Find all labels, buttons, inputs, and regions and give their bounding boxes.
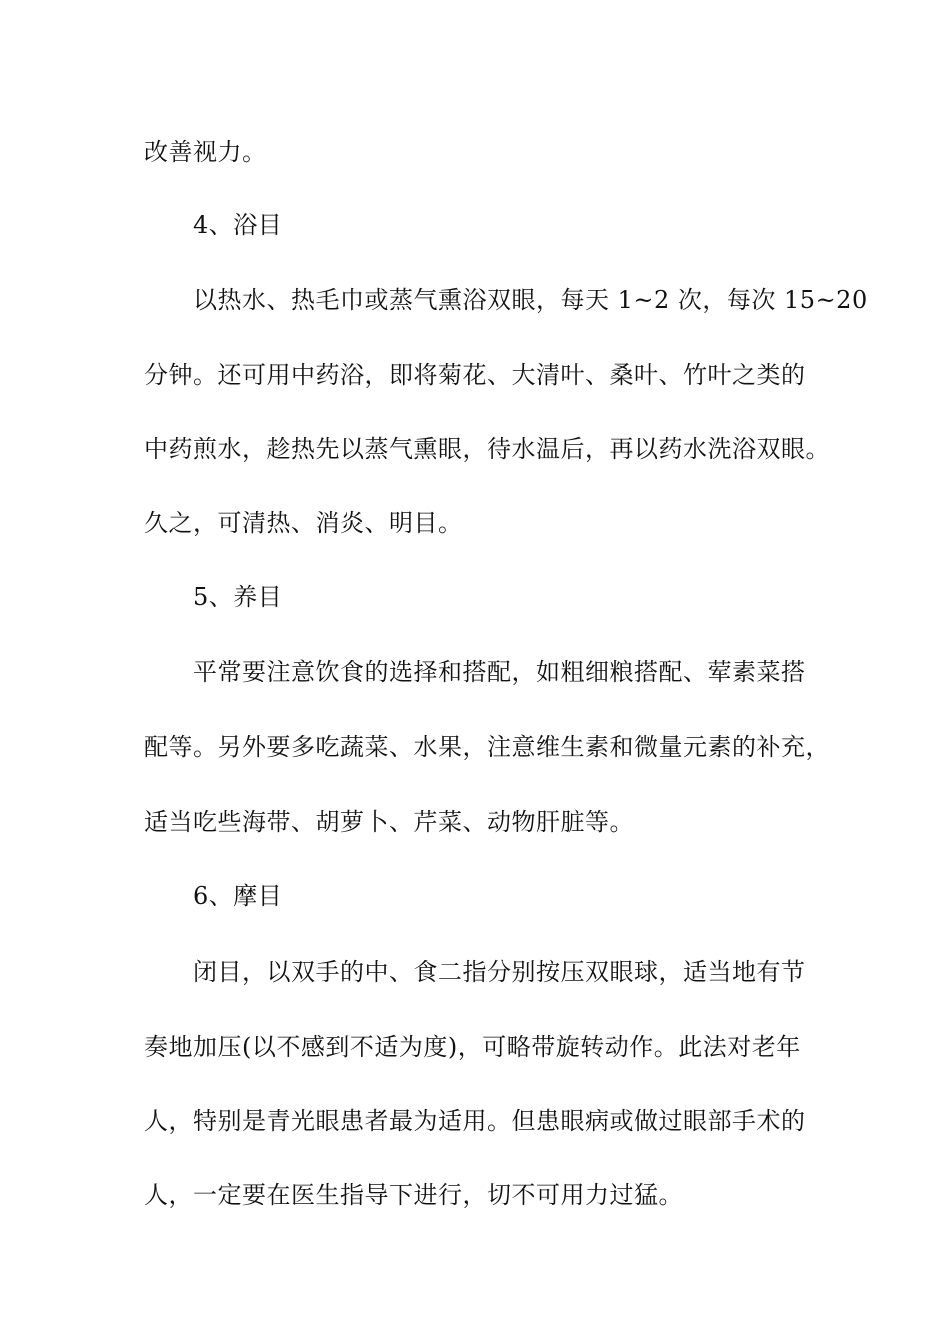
- text-line: 适当吃些海带、胡萝卜、芹菜、动物肝脏等。: [144, 808, 634, 836]
- text-line: 闭目，以双手的中、食二指分别按压双眼球，适当地有节: [193, 958, 806, 986]
- text-line: 配等。另外要多吃蔬菜、水果，注意维生素和微量元素的补充，: [144, 733, 830, 761]
- text-line: 以热水、热毛巾或蒸气熏浴双眼，每天 1~2 次，每次 15~20: [193, 286, 868, 314]
- text-line: 中药煎水，趁热先以蒸气熏眼，待水温后，再以药水洗浴双眼。: [144, 435, 830, 463]
- section-heading: 5、养目: [193, 583, 283, 611]
- text-line: 人，特别是青光眼患者最为适用。但患眼病或做过眼部手术的: [144, 1107, 806, 1135]
- section-heading: 6、摩目: [193, 882, 283, 910]
- text-line: 久之，可清热、消炎、明目。: [144, 509, 463, 537]
- text-line: 改善视力。: [144, 138, 267, 166]
- text-line: 分钟。还可用中药浴，即将菊花、大清叶、桑叶、竹叶之类的: [144, 361, 806, 389]
- text-line: 平常要注意饮食的选择和搭配，如粗细粮搭配、荤素菜搭: [193, 658, 806, 686]
- text-line: 奏地加压(以不感到不适为度)，可略带旋转动作。此法对老年: [144, 1033, 801, 1061]
- text-line: 人，一定要在医生指导下进行，切不可用力过猛。: [144, 1181, 683, 1209]
- section-heading: 4、浴目: [193, 211, 283, 239]
